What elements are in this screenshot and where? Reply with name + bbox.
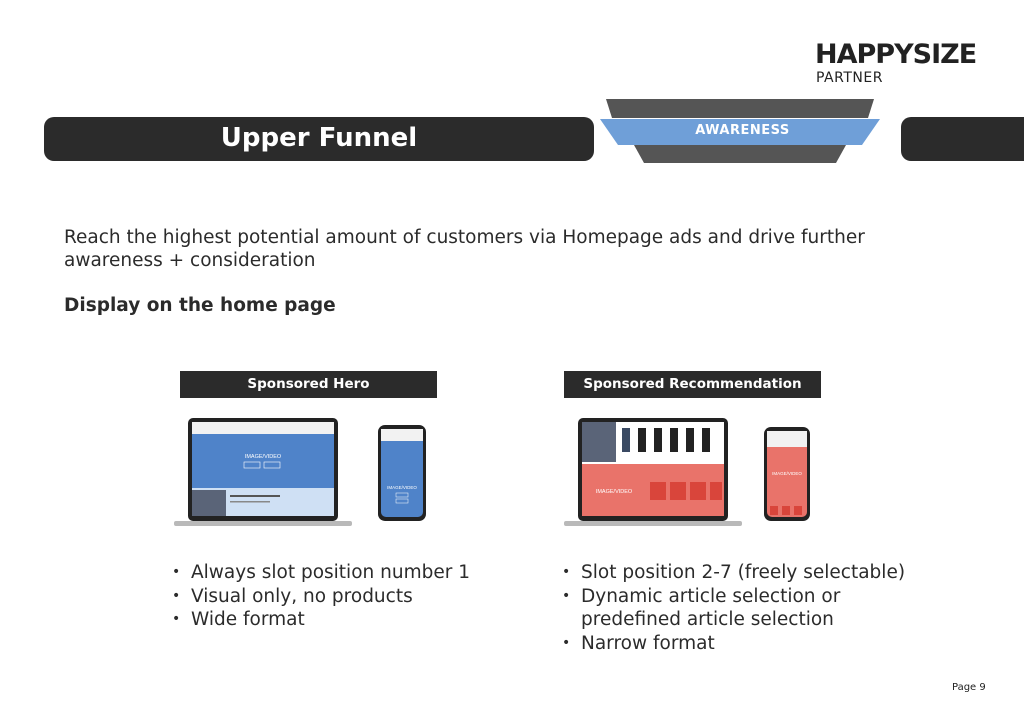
reco-shirt	[690, 482, 706, 500]
format-label-sponsored-hero: Sponsored Hero	[180, 371, 437, 398]
funnel-bottom-band	[634, 145, 846, 163]
list-item: • Visual only, no products	[172, 585, 413, 607]
phone-banner-text: IMAGE/VIDEO	[387, 485, 417, 490]
sponsored-hero-bullets	[172, 561, 532, 632]
list-item: • Always slot position number 1	[172, 562, 470, 583]
subheading: Display on the home page	[64, 295, 336, 316]
phone-nav	[767, 431, 807, 447]
laptop-content-text	[230, 495, 280, 497]
list-item: • Slot position 2-7 (freely selectable)	[562, 562, 906, 583]
brand-name-part1: HAPPY	[815, 39, 913, 70]
list-item: • Dynamic article selection or predefined article selection	[562, 585, 841, 630]
sponsored-recommendation-bullets	[562, 561, 982, 655]
intro-text: Reach the highest potential amount of customers via Homepage ads and drive further awareness + consideration	[64, 227, 865, 271]
bullet-dot-icon: •	[562, 587, 571, 604]
list-item: • Wide format	[172, 609, 305, 630]
sponsored-recommendation-mockup	[558, 416, 820, 530]
bullet-dot-icon: •	[172, 611, 181, 627]
funnel-stage-label: AWARENESS	[695, 123, 790, 138]
phone-nav	[381, 429, 423, 441]
product-tile	[638, 428, 646, 452]
reco-shirt	[650, 482, 666, 500]
phone-reco-item	[770, 506, 778, 515]
right-header-bar	[901, 117, 1024, 161]
hero-banner	[192, 434, 334, 488]
phone-screen	[381, 429, 423, 517]
bullet-dot-icon: •	[562, 564, 571, 580]
laptop-nav	[192, 422, 334, 434]
page-number: Page 9	[952, 682, 986, 693]
laptop-product-image	[582, 422, 616, 462]
sponsored-hero-mockup	[170, 416, 430, 530]
brand-name-part2: SIZE	[912, 39, 977, 70]
reco-shirt	[670, 482, 686, 500]
product-tile	[686, 428, 694, 452]
phone-banner-text: IMAGE/VIDEO	[772, 471, 802, 476]
brand-logo	[815, 40, 976, 70]
laptop-content-image	[192, 490, 226, 516]
product-tile	[622, 428, 630, 452]
bullet-dot-icon: •	[562, 634, 571, 651]
hero-banner-text: IMAGE/VIDEO	[244, 454, 282, 460]
product-tile	[670, 428, 678, 452]
bullet-dot-icon: •	[172, 564, 181, 580]
format-label-sponsored-recommendation: Sponsored Recommendation	[564, 371, 821, 398]
laptop-base	[564, 521, 742, 526]
reco-banner-text: IMAGE/VIDEO	[595, 489, 633, 495]
laptop-base	[174, 521, 352, 526]
bullet-dot-icon: •	[172, 587, 181, 604]
product-tile	[654, 428, 662, 452]
brand-subtitle: PARTNER	[816, 70, 883, 86]
list-item: • Narrow format	[562, 632, 715, 654]
product-tile	[702, 428, 710, 452]
phone-reco-item	[794, 506, 802, 515]
funnel-top-band	[606, 99, 874, 118]
page-title: Upper Funnel	[220, 123, 418, 153]
laptop-content-text	[230, 501, 270, 503]
reco-shirt	[710, 482, 722, 500]
phone-reco-item	[782, 506, 790, 515]
